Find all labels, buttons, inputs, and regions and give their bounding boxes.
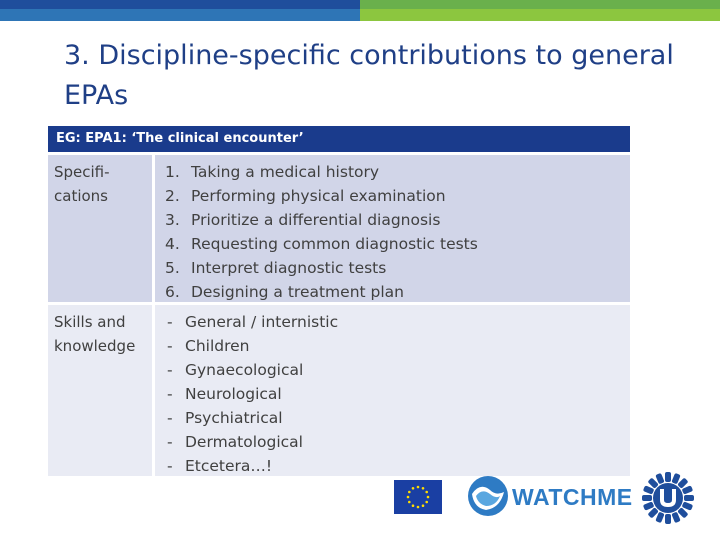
list-text: Psychiatrical bbox=[185, 409, 283, 427]
list-item bbox=[165, 310, 630, 334]
list-marker: - bbox=[167, 457, 173, 475]
list-text: Gynaecological bbox=[185, 361, 304, 379]
list-text: Performing physical examination bbox=[191, 187, 446, 205]
list-marker: 1. bbox=[165, 163, 180, 181]
top-bar-green-lower-segment bbox=[360, 9, 720, 21]
watchme-logo-icon bbox=[466, 474, 510, 518]
top-color-bar bbox=[0, 0, 720, 22]
top-bar-blue-segment bbox=[0, 0, 360, 9]
list-text: General / internistic bbox=[185, 313, 339, 331]
list-item bbox=[165, 208, 630, 232]
top-bar-blue-lower-segment bbox=[0, 9, 360, 21]
row-label bbox=[48, 305, 152, 476]
list-text: Etcetera…! bbox=[185, 457, 273, 475]
list-marker: - bbox=[167, 385, 173, 403]
list-item bbox=[165, 184, 630, 208]
list-item bbox=[165, 334, 630, 358]
footer-logos bbox=[392, 470, 712, 526]
list-text: Dermatological bbox=[185, 433, 303, 451]
row-content bbox=[152, 155, 630, 302]
row-content bbox=[152, 305, 630, 476]
list-text: Children bbox=[185, 337, 250, 355]
top-bar-green-segment bbox=[360, 0, 720, 9]
list-item bbox=[165, 406, 630, 430]
row-label-text: Skills and knowledge bbox=[54, 313, 136, 355]
list-marker: 2. bbox=[165, 187, 180, 205]
list-item bbox=[165, 358, 630, 382]
list-marker: 4. bbox=[165, 235, 180, 253]
university-logo-icon bbox=[640, 470, 696, 526]
list-marker: - bbox=[167, 337, 173, 355]
list-text: Taking a medical history bbox=[191, 163, 380, 181]
list-item bbox=[165, 280, 630, 304]
list-item bbox=[165, 160, 630, 184]
list-marker: 3. bbox=[165, 211, 180, 229]
list-marker: 6. bbox=[165, 283, 180, 301]
watchme-logo-text: WATCHME bbox=[512, 484, 633, 510]
list-marker: - bbox=[167, 433, 173, 451]
list-item bbox=[165, 430, 630, 454]
table-row-skills-knowledge bbox=[48, 302, 630, 476]
list-marker: - bbox=[167, 313, 173, 331]
list-marker: - bbox=[167, 409, 173, 427]
slide-title: 3. Discipline-specific contributions to general EPAs bbox=[64, 40, 674, 111]
list-marker: 5. bbox=[165, 259, 180, 277]
row-label bbox=[48, 155, 152, 302]
list-text: Requesting common diagnostic tests bbox=[191, 235, 478, 253]
list-text: Interpret diagnostic tests bbox=[191, 259, 387, 277]
list-item bbox=[165, 382, 630, 406]
list-marker: - bbox=[167, 361, 173, 379]
list-item bbox=[165, 256, 630, 280]
table-header: EG: EPA1: ‘The clinical encounter’ bbox=[48, 126, 630, 152]
list-item bbox=[165, 232, 630, 256]
eu-flag-icon bbox=[394, 480, 442, 514]
table-row-specifications bbox=[48, 152, 630, 302]
list-text: Designing a treatment plan bbox=[191, 283, 404, 301]
list-text: Prioritize a differential diagnosis bbox=[191, 211, 441, 229]
row-label-text: Specifi-cations bbox=[54, 163, 110, 205]
epa-table bbox=[48, 126, 630, 476]
list-text: Neurological bbox=[185, 385, 282, 403]
